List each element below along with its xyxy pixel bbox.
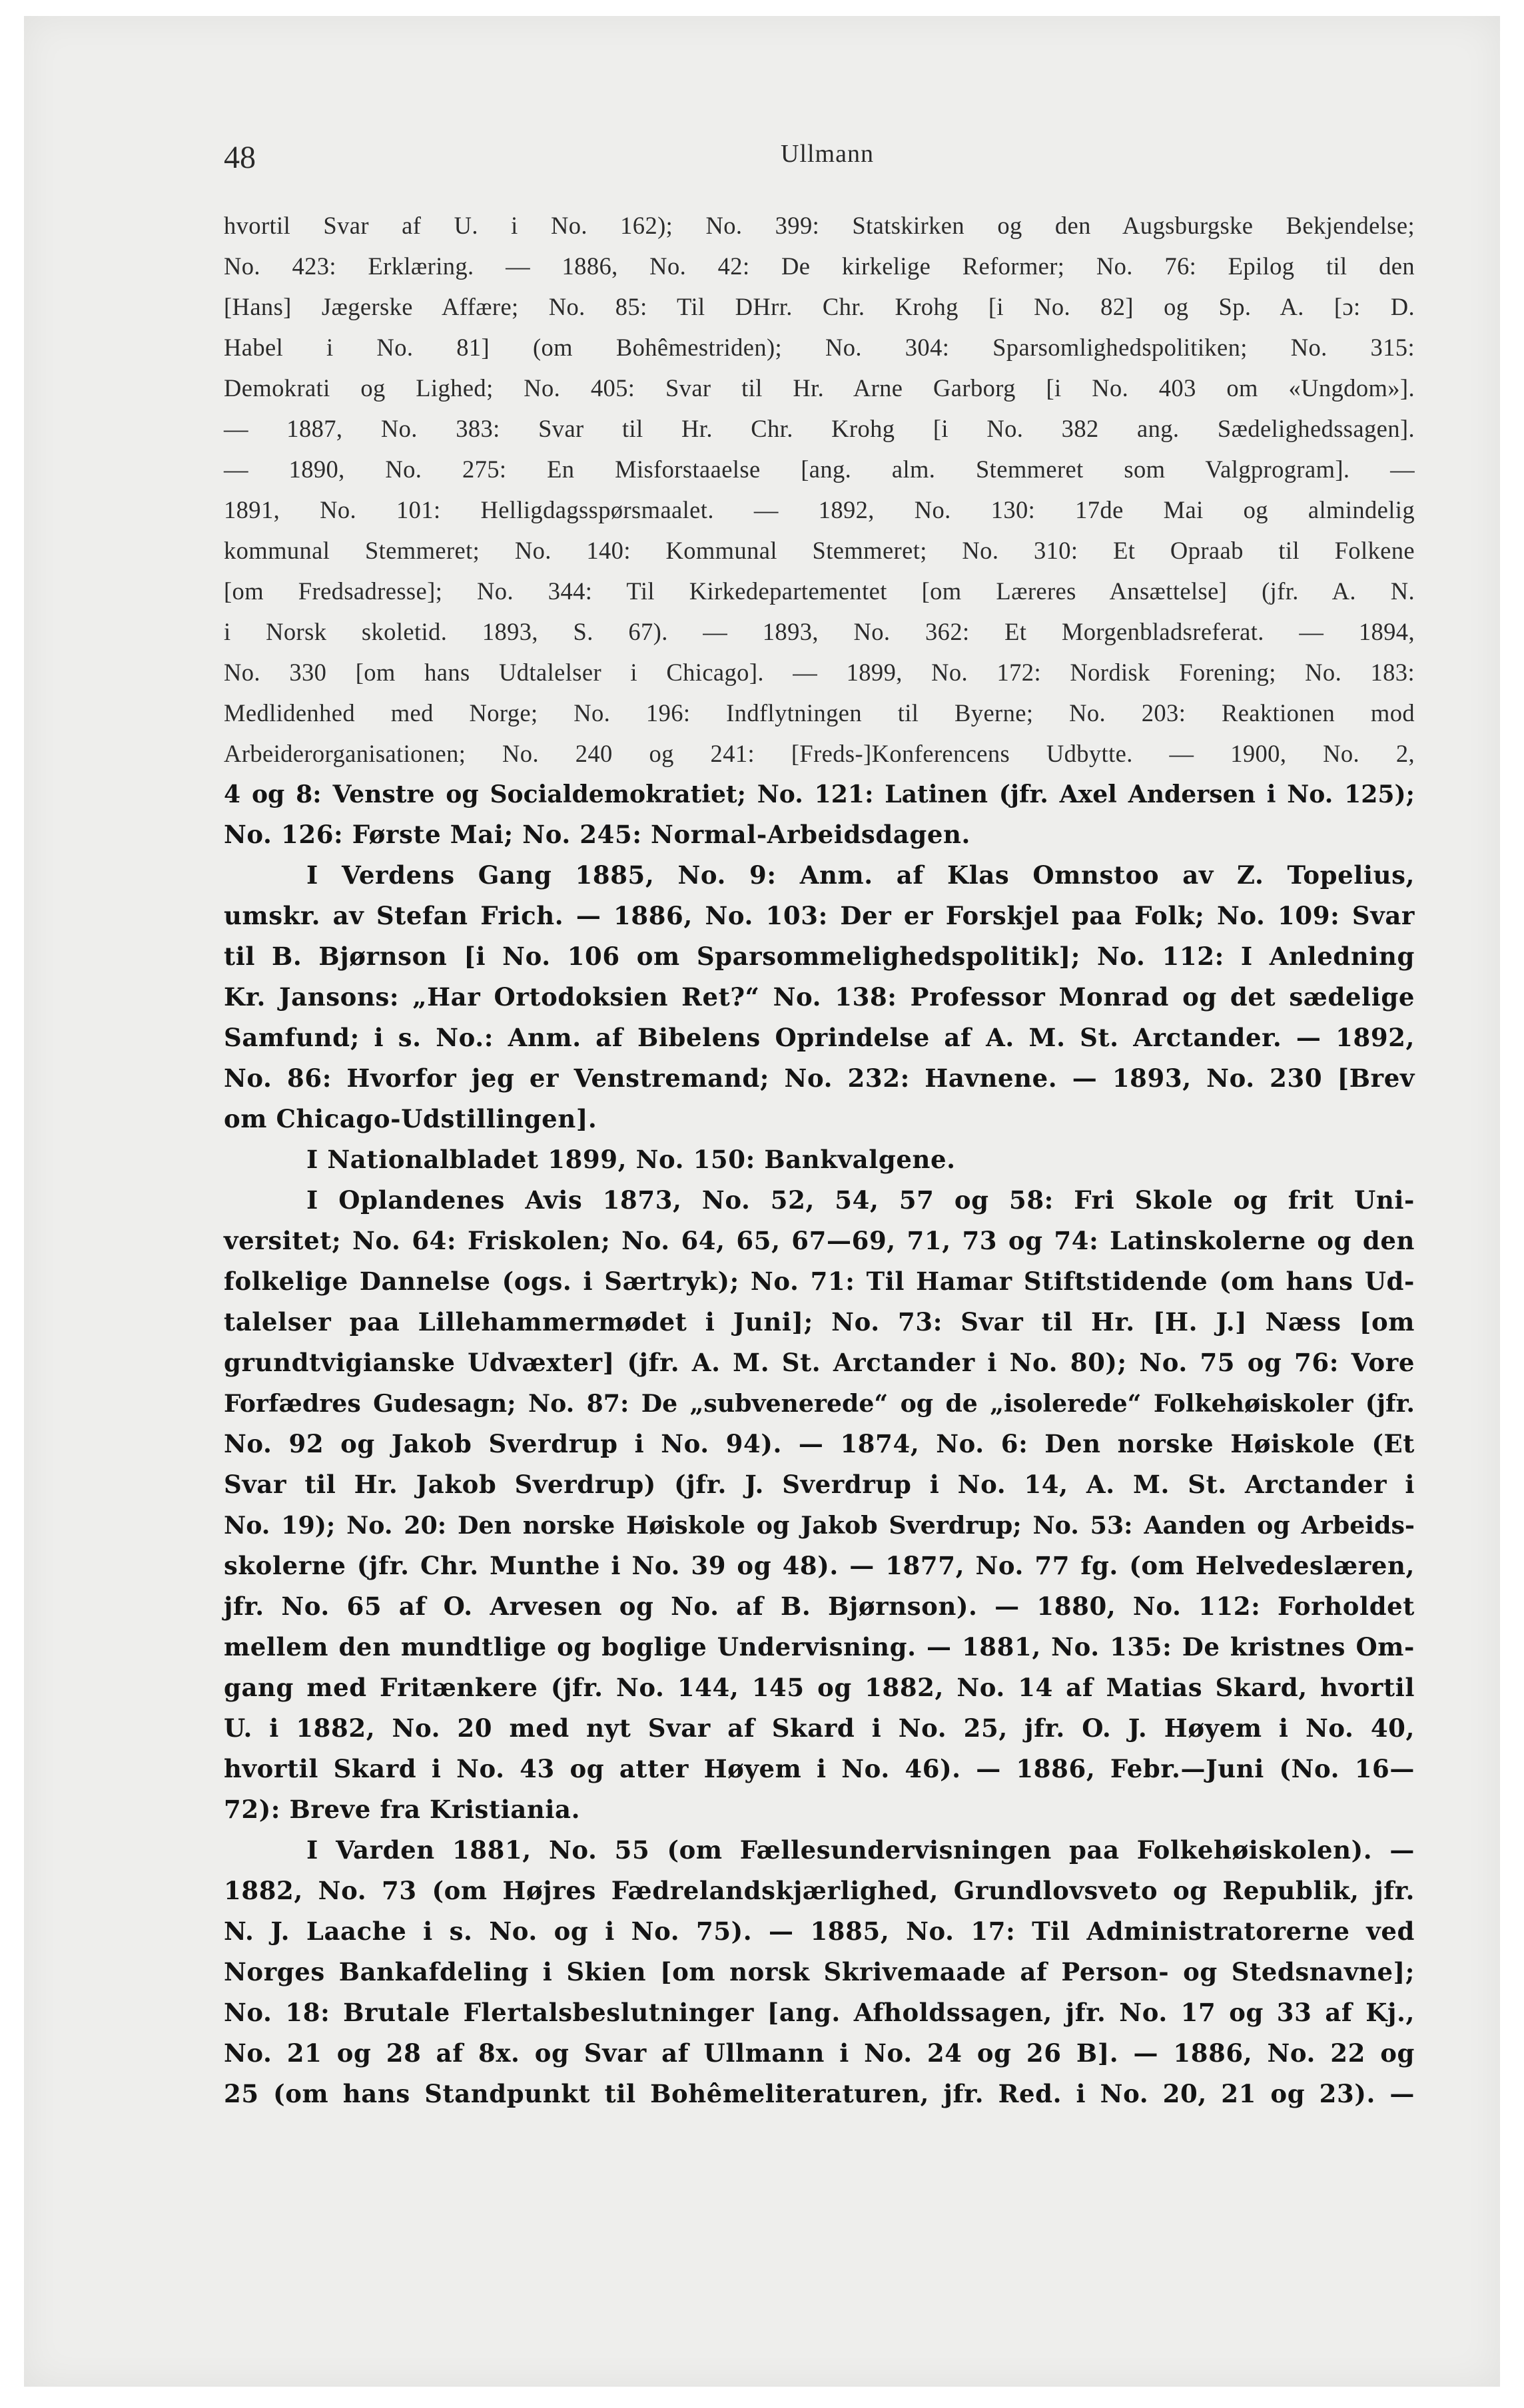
text-line: hvortil Svar af U. i No. 162); No. 399: Statskirken og den Augsburgske Bekjendelse; [224,212,1415,239]
text-line: I Verdens Gang 1885, No. 9: Anm. af Klas Omnstoo av Z. Topelius, [306,860,1415,890]
text-line: — 1890, No. 275: En Misforstaaelse [ang. alm. Stemmeret som Valgprogram]. — [224,455,1415,483]
text-line: No. 86: Hvorfor jeg er Venstremand; No. 232: Havnene. — 1893, No. 230 [Brev [224,1063,1415,1093]
text-line: No. 126: Første Mai; No. 245: Normal-Arbeidsdagen. [224,820,970,849]
text-line: til B. Bjørnson [i No. 106 om Sparsommelighedspolitik]; No. 112: I Anledning [224,942,1415,971]
running-title: Ullmann [781,140,874,168]
body-text [224,205,1415,2114]
text-line: umskr. av Stefan Frich. — 1886, No. 103: Der er Forskjel paa Folk; No. 109: Svar [224,901,1415,930]
text-line: 4 og 8: Venstre og Socialdemokratiet; No. 121: Latinen (jfr. Axel Andersen i No. 125); [224,780,1415,808]
text-line: gang med Fritænkere (jfr. No. 144, 145 og 1882, No. 14 af Matias Skard, hvortil [224,1673,1415,1702]
text-line: Medlidenhed med Norge; No. 196: Indflytningen til Byerne; No. 203: Reaktionen mod [224,699,1415,727]
text-line: 72): Breve fra Kristiania. [224,1795,581,1824]
text-line: Habel i No. 81] (om Bohêmestriden); No. 304: Sparsomlighedspolitiken; No. 315: [224,334,1415,361]
text-line: No. 21 og 28 af 8x. og Svar af Ullmann i No. 24 og 26 B]. — 1886, No. 22 og [224,2038,1415,2068]
text-line: [om Fredsadresse]; No. 344: Til Kirkedepartementet [om Læreres Ansættelse] (jfr. A. N. [224,577,1415,605]
text-line: om Chicago-Udstillingen]. [224,1104,597,1133]
text-line: grundtvigianske Udvæxter] (jfr. A. M. St. Arctander i No. 80); No. 75 og 76: Vore [224,1348,1415,1377]
text-line: U. i 1882, No. 20 med nyt Svar af Skard i No. 25, jfr. O. J. Høyem i No. 40, [224,1713,1415,1743]
text-line: I Varden 1881, No. 55 (om Fællesundervisningen paa Folkehøiskolen). — [306,1835,1415,1865]
text-line: hvortil Skard i No. 43 og atter Høyem i No. 46). — 1886, Febr.—Juni (No. 16— [224,1754,1415,1783]
text-line: No. 330 [om hans Udtalelser i Chicago]. — 1899, No. 172: Nordisk Forening; No. 183: [224,659,1415,686]
text-line: No. 18: Brutale Flertalsbeslutninger [ang. Afholdssagen, jfr. No. 17 og 33 af Kj., [224,1998,1415,2027]
text-line: i Norsk skoletid. 1893, S. 67). — 1893, No. 362: Et Morgenbladsreferat. — 1894, [224,618,1415,645]
text-line: versitet; No. 64: Friskolen; No. 64, 65, 67—69, 71, 73 og 74: Latinskolerne og den [224,1226,1415,1255]
text-line: skolerne (jfr. Chr. Munthe i No. 39 og 48). — 1877, No. 77 fg. (om Helvedeslæren, [224,1551,1415,1580]
text-line: Norges Bankafdeling i Skien [om norsk Skrivemaade af Person- og Stedsnavne]; [224,1957,1415,1986]
text-line: Samfund; i s. No.: Anm. af Bibelens Oprindelse af A. M. St. Arctander. — 1892, [224,1023,1415,1052]
text-line: Arbeiderorganisationen; No. 240 og 241: [Freds-]Konferencens Udbytte. — 1900, No. 2, [224,740,1415,767]
text-line: [Hans] Jægerske Affære; No. 85: Til DHrr. Chr. Krohg [i No. 82] og Sp. A. [ɔ: D. [224,293,1415,320]
text-line: talelser paa Lillehammermødet i Juni]; No. 73: Svar til Hr. [H. J.] Næss [om [224,1307,1415,1337]
text-line: jfr. No. 65 af O. Arvesen og No. af B. Bjørnson). — 1880, No. 112: Forholdet [224,1592,1415,1621]
text-line: Kr. Jansons: „Har Ortodoksien Ret?“ No. 138: Professor Monrad og det sædelige [224,982,1415,1012]
text-line: Svar til Hr. Jakob Sverdrup) (jfr. J. Sverdrup i No. 14, A. M. St. Arctander i [224,1470,1415,1499]
text-line: N. J. Laache i s. No. og i No. 75). — 1885, No. 17: Til Administratorerne ved [224,1917,1415,1946]
book-page [24,16,1500,2387]
text-line: I Nationalbladet 1899, No. 150: Bankvalgene. [306,1145,956,1174]
text-line: No. 19); No. 20: Den norske Høiskole og Jakob Sverdrup; No. 53: Aanden og Arbeids- [224,1511,1415,1540]
page-number: 48 [224,140,256,175]
text-line: Demokrati og Lighed; No. 405: Svar til Hr. Arne Garborg [i No. 403 om «Ungdom»]. [224,374,1415,402]
text-line: No. 423: Erklæring. — 1886, No. 42: De kirkelige Reformer; No. 76: Epilog til den [224,252,1415,280]
text-line: folkelige Dannelse (ogs. i Særtryk); No. 71: Til Hamar Stiftstidende (om hans Ud- [224,1267,1415,1296]
text-line: — 1887, No. 383: Svar til Hr. Chr. Krohg [i No. 382 ang. Sædelighedssagen]. [224,415,1415,442]
text-line: No. 92 og Jakob Sverdrup i No. 94). — 1874, No. 6: Den norske Høiskole (Et [224,1429,1415,1458]
text-line: Forfædres Gudesagn; No. 87: De „subvenerede“ og de „isolerede“ Folkehøiskoler (jfr. [224,1389,1415,1418]
text-line: kommunal Stemmeret; No. 140: Kommunal Stemmeret; No. 310: Et Opraab til Folkene [224,537,1415,564]
text-line: mellem den mundtlige og boglige Undervisning. — 1881, No. 135: De kristnes Om- [224,1632,1415,1661]
text-line: 1882, No. 73 (om Højres Fædrelandskjærlighed, Grundlovsveto og Republik, jfr. [224,1876,1415,1905]
text-line: 25 (om hans Standpunkt til Bohêmeliteraturen, jfr. Red. i No. 20, 21 og 23). — [224,2079,1415,2108]
text-line: 1891, No. 101: Helligdagsspørsmaalet. — 1892, No. 130: 17de Mai og almindelig [224,496,1415,523]
text-line: I Oplandenes Avis 1873, No. 52, 54, 57 og 58: Fri Skole og frit Uni- [306,1185,1415,1215]
